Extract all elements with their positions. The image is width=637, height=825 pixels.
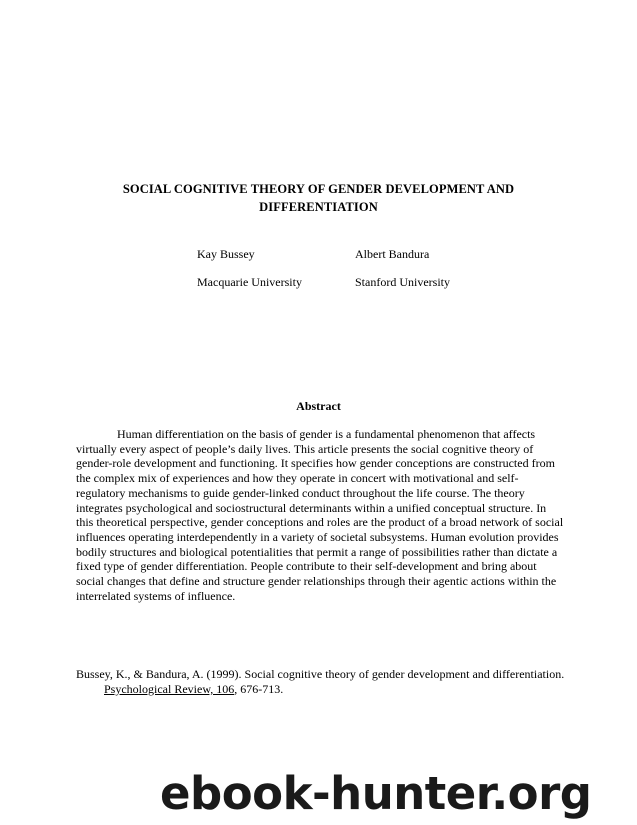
citation-journal: Psychological Review, 106 [104,681,235,696]
citation [76,667,594,696]
abstract-body: Human differentiation on the basis of gender is a fundamental phenomenon that affects virtually every aspect of people’s daily lives. This article presents the social cognitive theory of gender-role development and functioning. It specifies how gender conceptions are constructed from the complex mix of experiences and how they operate in concert with motivational and self-regulatory mechanisms to guide gender-linked conduct throughout the life course. The theory integrates psychological and sociostructural determinants within a unified conceptual structure. In this theoretical perspective, gender conceptions and roles are the product of a broad network of social influences operating interdependently in a variety of societal subsystems. Human evolution provides bodily structures and biological potentialities that permit a range of possibilities rather than dictate a fixed type of gender differentiation. People contribute to their self-development and bring about social changes that define and structure gender relationships through their agentic actions within the interrelated systems of influence. [76,427,564,603]
author-1-affiliation: Macquarie University [197,275,302,289]
citation-suffix: , 676-713. [234,681,284,696]
abstract-heading: Abstract [296,399,341,413]
title-line-1: SOCIAL COGNITIVE THEORY OF GENDER DEVELOPMENT AND [122,182,515,196]
paper-title [60,180,577,216]
watermark-text: ebook-hunter.org [160,767,592,820]
title-line-2: DIFFERENTIATION [259,200,378,214]
author-2-name: Albert Bandura [355,247,430,261]
citation-prefix: Bussey, K., & Bandura, A. (1999). Social cognitive theory of gender development and differentiation. [76,667,565,681]
author-2-affiliation: Stanford University [355,275,450,289]
author-1-name: Kay Bussey [197,247,255,261]
